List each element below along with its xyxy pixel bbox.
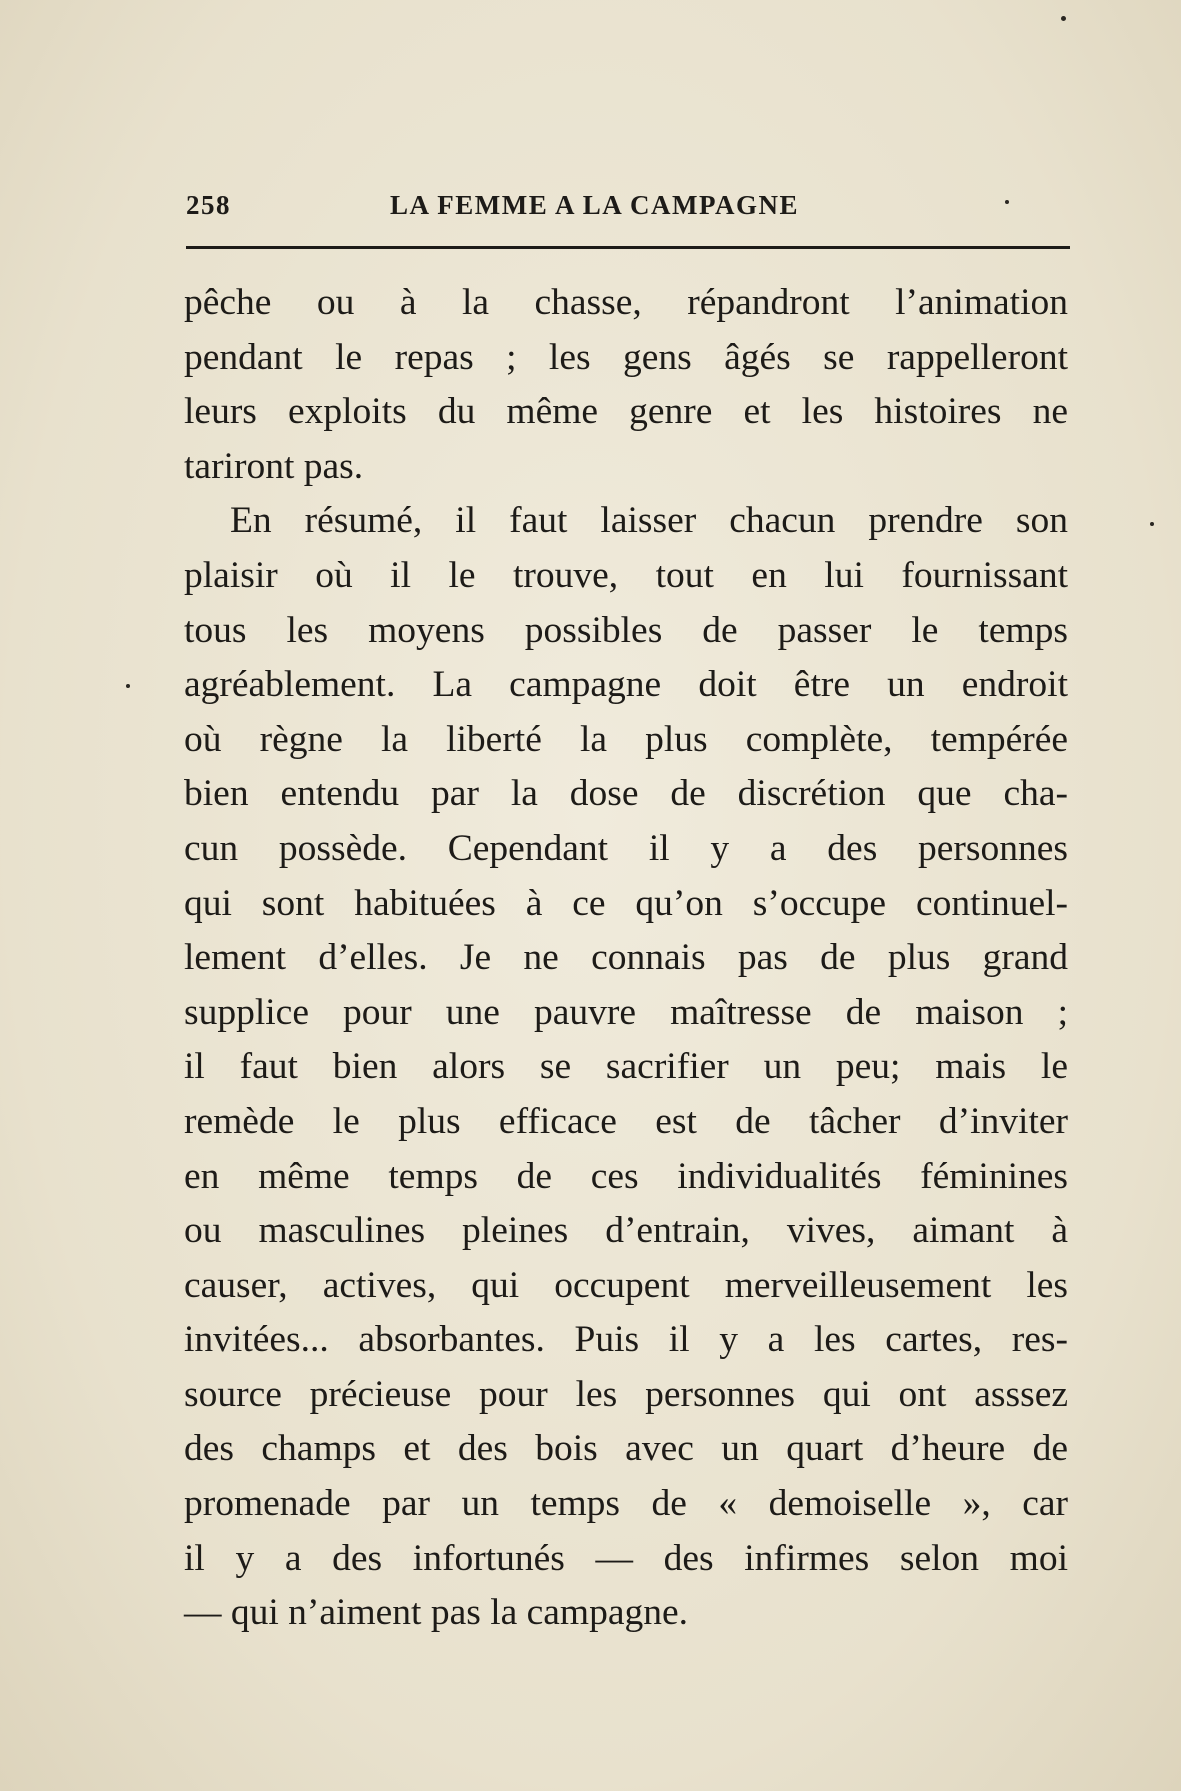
body-text [184,276,1068,1641]
text-line: En résumé, il faut laisser chacun prendre son [230,500,1068,542]
text-line: source précieuse pour les personnes qui ont asssez [184,1373,1068,1415]
text-line: bien entendu par la dose de discrétion que cha- [184,773,1068,815]
text-line: remède le plus efficace est de tâcher d’inviter [184,1100,1068,1142]
text-line: tous les moyens possibles de passer le temps [184,609,1068,651]
text-line: en même temps de ces individualités féminines [184,1155,1068,1197]
text-line: causer, actives, qui occupent merveilleusement les [184,1264,1068,1306]
text-line: tariront pas. [184,445,364,487]
text-line: où règne la liberté la plus complète, tempérée [184,718,1068,760]
text-line: ou masculines pleines d’entrain, vives, aimant à [184,1210,1068,1252]
text-line: pêche ou à la chasse, répandront l’animation [184,282,1068,323]
text-line: pendant le repas ; les gens âgés se rappelleront [184,336,1068,378]
text-line: agréablement. La campagne doit être un endroit [184,664,1068,706]
text-line: promenade par un temps de « demoiselle », car [184,1483,1068,1525]
text-line: il faut bien alors se sacrifier un peu; mais le [184,1046,1068,1088]
text-line: supplice pour une pauvre maîtresse de maison ; [184,991,1068,1033]
running-head [186,190,1066,230]
running-title: LA FEMME A LA CAMPAGNE [390,190,800,220]
text-line: lement d’elles. Je ne connais pas de plus grand [184,937,1068,979]
text-line: des champs et des bois avec un quart d’heure de [184,1428,1068,1470]
text-line: leurs exploits du même genre et les histoires ne [184,391,1068,433]
page-number: 258 [186,190,231,220]
text-line: invitées... absorbantes. Puis il y a les cartes, res- [184,1319,1068,1361]
text-line: — qui n’aiment pas la campagne. [184,1592,688,1634]
header-rule [186,246,1070,249]
text-line: qui sont habituées à ce qu’on s’occupe continuel- [184,882,1068,924]
ink-speck [1150,522,1154,526]
ink-speck [126,684,130,688]
text-line: cun possède. Cependant il y a des personnes [184,827,1068,869]
text-line: il y a des infortunés — des infirmes selon moi [184,1537,1068,1579]
ink-speck [1061,16,1066,21]
text-line: plaisir où il le trouve, tout en lui fournissant [184,554,1068,596]
